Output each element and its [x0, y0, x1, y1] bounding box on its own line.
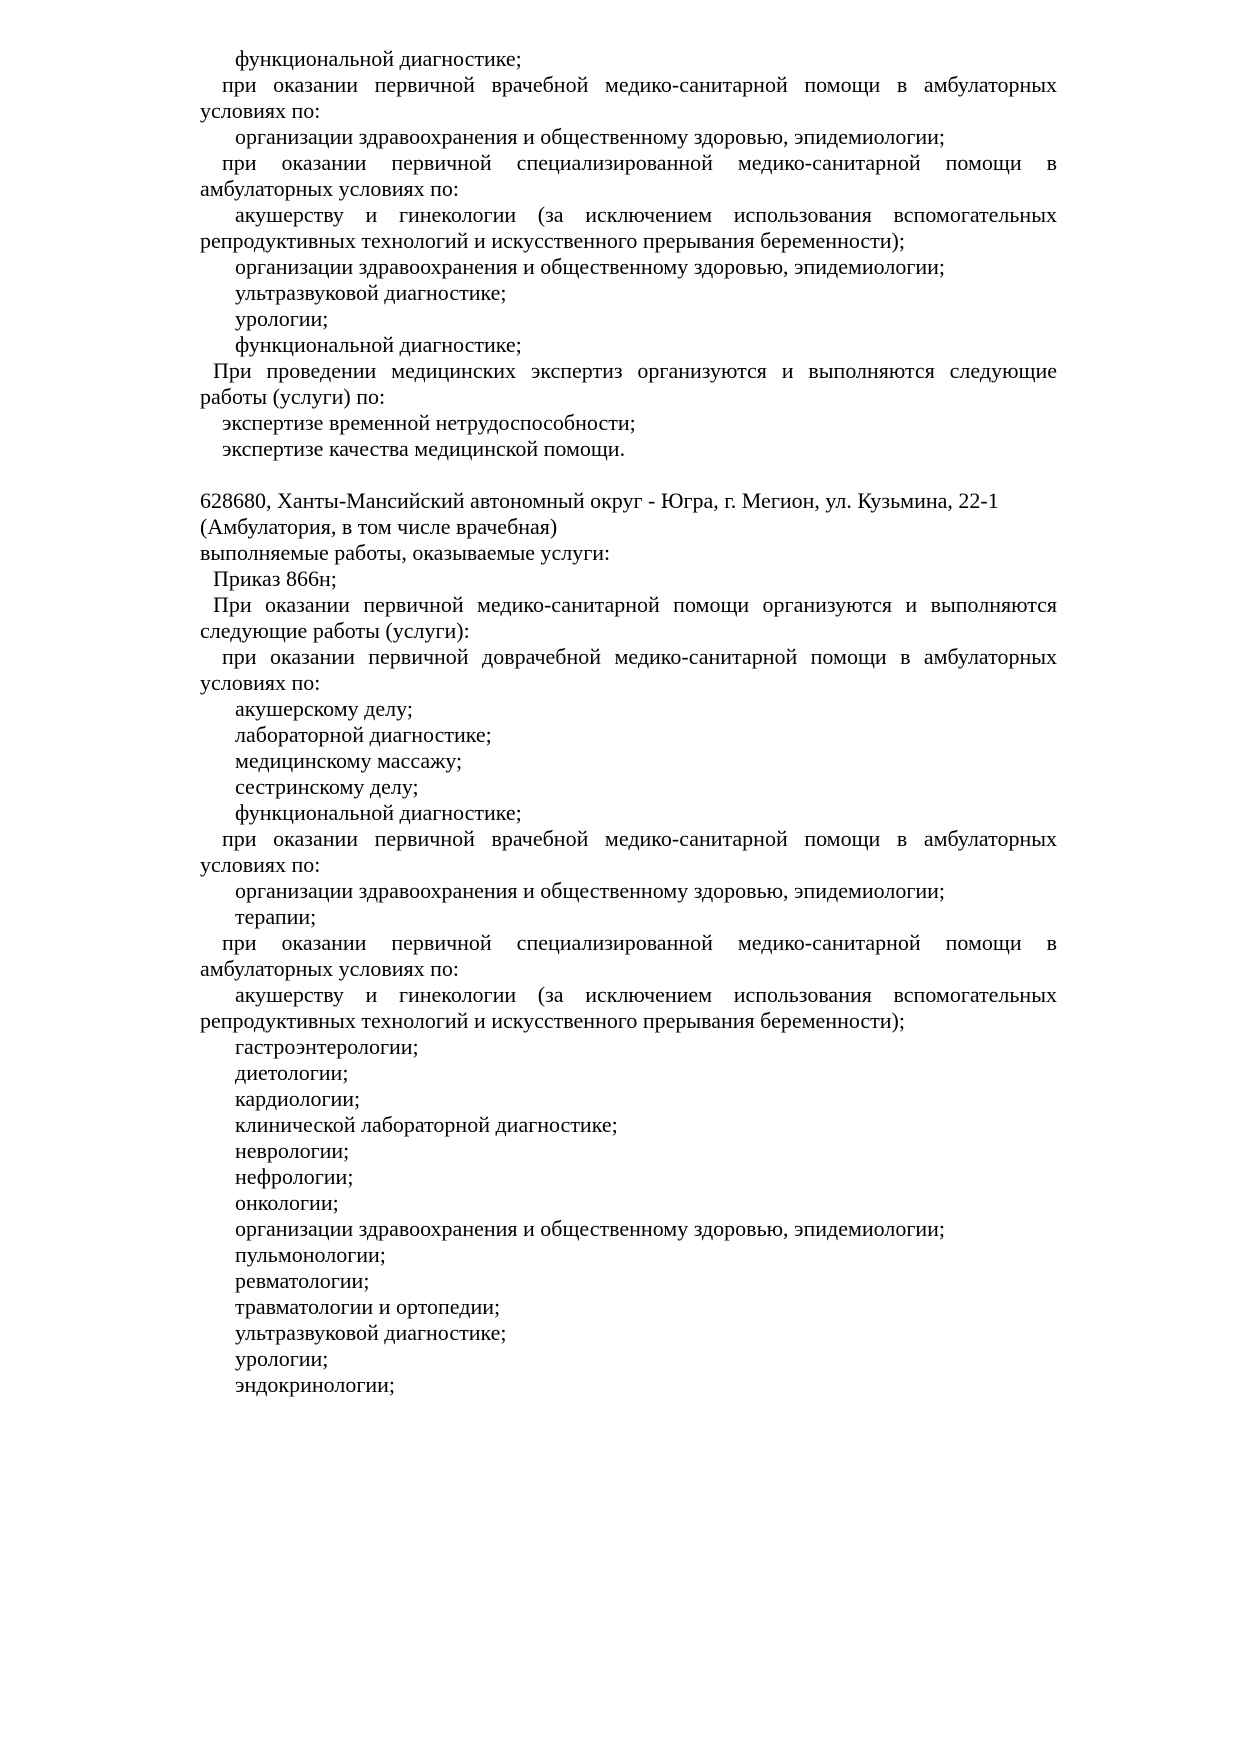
service-group-header: при оказании первичной врачебной медико-санитарной помощи в амбулаторных условиях по: [200, 72, 1057, 123]
service-item: нефрологии; [235, 1164, 354, 1189]
service-item: сестринскому делу; [235, 774, 419, 799]
service-group-header: при оказании первичной врачебной медико-санитарной помощи в амбулаторных условиях по: [200, 826, 1057, 877]
service-group-header: при оказании первичной специализированной медико-санитарной помощи в амбулаторных условиях по: [200, 150, 1057, 201]
service-group-header: при оказании первичной специализированной медико-санитарной помощи в амбулаторных условиях по: [200, 930, 1057, 981]
service-item: организации здравоохранения и общественному здоровью, эпидемиологии; [235, 878, 946, 903]
service-section-header: При оказании первичной медико-санитарной помощи организуются и выполняются следующие работы (услуги): [200, 592, 1057, 643]
service-item: урологии; [235, 1346, 329, 1371]
service-item: клинической лабораторной диагностике; [235, 1112, 618, 1137]
service-item: медицинскому массажу; [235, 748, 463, 773]
service-item: лабораторной диагностике; [235, 722, 492, 747]
service-group-header: при оказании первичной доврачебной медико-санитарной помощи в амбулаторных условиях по: [200, 644, 1057, 695]
service-item: гастроэнтерологии; [235, 1034, 419, 1059]
service-item: экспертизе качества медицинской помощи. [222, 436, 626, 461]
service-item: экспертизе временной нетрудоспособности; [222, 410, 636, 435]
service-item: эндокринологии; [235, 1372, 396, 1397]
service-item: неврологии; [235, 1138, 350, 1163]
service-item: кардиологии; [235, 1086, 361, 1111]
service-item: акушерству и гинекологии (за исключением использования вспомогательных репродуктивных технологий и искусственного прерывания беременности); [200, 202, 1057, 253]
service-item: урологии; [235, 306, 329, 331]
service-item: акушерству и гинекологии (за исключением использования вспомогательных репродуктивных технологий и искусственного прерывания беременности); [200, 982, 1057, 1033]
service-item: пульмонологии; [235, 1242, 386, 1267]
document-content [200, 46, 1057, 1398]
service-item: ревматологии; [235, 1268, 370, 1293]
address-line: 628680, Ханты-Мансийский автономный округ - Югра, г. Мегион, ул. Кузьмина, 22-1 [200, 488, 999, 513]
service-item: ультразвуковой диагностике; [235, 280, 507, 305]
service-item: организации здравоохранения и общественному здоровью, эпидемиологии; [235, 254, 946, 279]
order-reference: Приказ 866н; [213, 566, 337, 591]
service-item: ультразвуковой диагностике; [235, 1320, 507, 1345]
service-item: организации здравоохранения и общественному здоровью, эпидемиологии; [235, 1216, 946, 1241]
service-item: терапии; [235, 904, 317, 929]
services-intro: выполняемые работы, оказываемые услуги: [200, 540, 611, 565]
service-item: травматологии и ортопедии; [235, 1294, 501, 1319]
expertise-section-header: При проведении медицинских экспертиз организуются и выполняются следующие работы (услуги) по: [200, 358, 1057, 409]
service-item: функциональной диагностике; [235, 800, 522, 825]
service-item: функциональной диагностике; [235, 332, 522, 357]
service-item: онкологии; [235, 1190, 339, 1215]
service-item: акушерскому делу; [235, 696, 413, 721]
service-item: диетологии; [235, 1060, 349, 1085]
service-item: организации здравоохранения и общественному здоровью, эпидемиологии; [235, 124, 946, 149]
facility-type: (Амбулатория, в том числе врачебная) [200, 514, 558, 539]
service-item: функциональной диагностике; [235, 46, 522, 71]
